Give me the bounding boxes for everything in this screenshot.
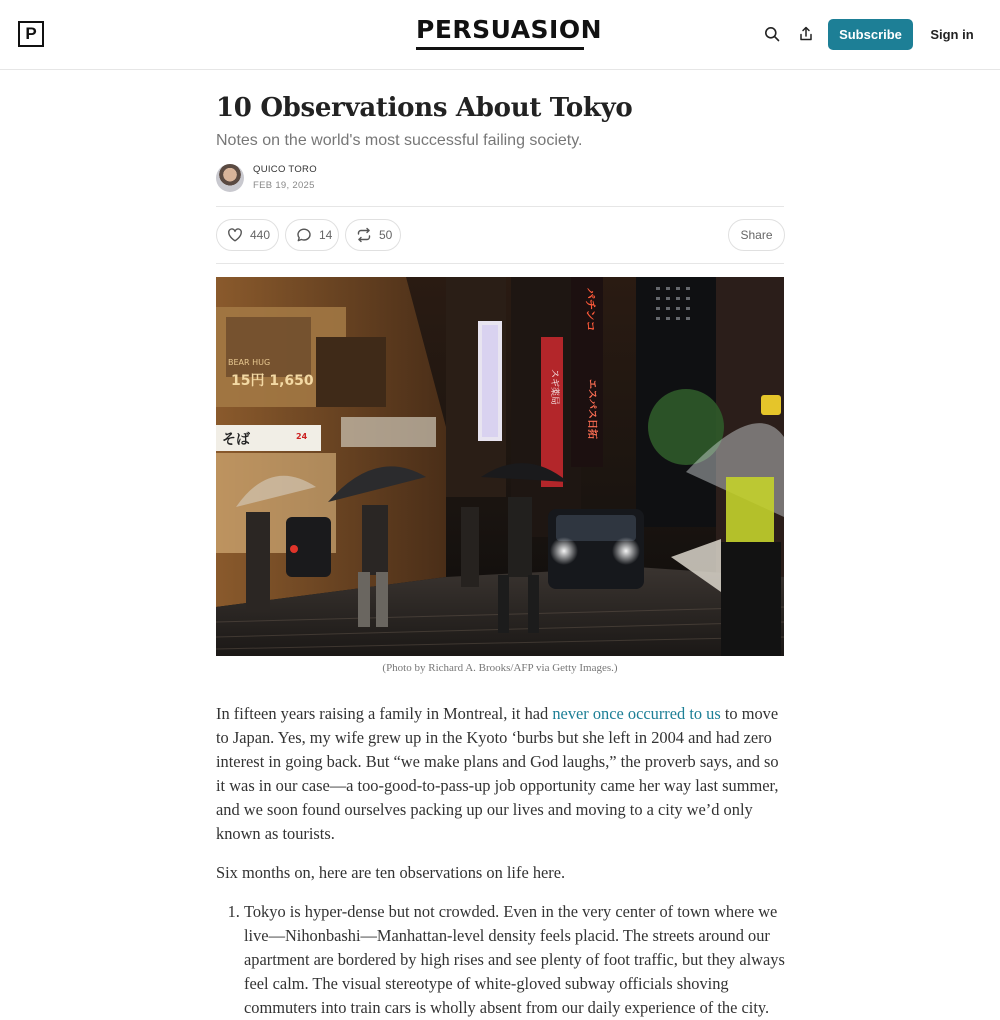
body-paragraph: Six months on, here are ten observations on life here. (216, 863, 566, 882)
article-body (216, 702, 786, 1020)
publish-date: FEB 19, 2025 (253, 180, 315, 191)
list-item: 1. Tokyo is hyper-dense but not crowded. Even in the very center of town where we live—Nihonbashi—Manhattan-level density feels placid. The streets around our apartment are bordered by high rises and see plenty of foot traffic, but they always feel calm. The visual stereotype of white-gloved subway officials shoving commuters into train cars is wholly absent from our daily experience of the city. (244, 900, 786, 1020)
search-icon[interactable] (759, 21, 785, 47)
article-hero-photo[interactable] (216, 277, 784, 656)
sign-in-link[interactable]: Sign in (930, 27, 974, 42)
comment-icon (296, 227, 312, 243)
article-subtitle: Notes on the world's most successful failing society. (216, 132, 583, 149)
publication-wordmark[interactable]: PERSUASION (416, 14, 584, 50)
like-count: 440 (250, 228, 271, 242)
comment-button[interactable] (285, 219, 339, 251)
restack-button[interactable] (345, 219, 401, 251)
body-paragraph: In fifteen years raising a family in Montreal, it had never once occurred to us to move to Japan. Yes, my wife grew up in the Kyoto ‘burbs but she left in 2004 and had zero interest in going back. But “we make plans and God laughs,” the proverb says, and so it was in our case—a too-good-to-pass-up job opportunity came her way last summer, and we soon found ourselves packing up our lives and moving to a city we’d only known as tourists. (216, 704, 779, 843)
divider (216, 206, 784, 207)
inline-link[interactable]: never once occurred to us (552, 704, 721, 723)
photo-caption: (Photo by Richard A. Brooks/AFP via Getty Images.) (382, 662, 618, 674)
restack-icon (356, 227, 372, 243)
share-button[interactable]: Share (728, 219, 785, 251)
photo-brand-sign: BEAR HUG (228, 358, 271, 367)
publication-logo-icon[interactable]: P (18, 21, 44, 47)
share-upload-icon[interactable] (793, 21, 819, 47)
article-title: 10 Observations About Tokyo (216, 93, 633, 123)
subscribe-button[interactable]: Subscribe (828, 19, 913, 50)
divider (216, 263, 784, 264)
photo-vertical-sign-1: パチンコ (584, 288, 597, 332)
like-button[interactable] (216, 219, 279, 251)
photo-hours-sign: 24 (296, 432, 308, 441)
top-navigation-bar (0, 0, 1000, 70)
photo-soba-sign: そば (222, 432, 250, 448)
observations-list (216, 900, 786, 1020)
author-avatar[interactable] (216, 164, 244, 192)
photo-shop-sign: 15円 1,650 (231, 373, 314, 389)
comment-count: 14 (319, 228, 333, 242)
heart-icon (227, 227, 243, 243)
author-name[interactable]: QUICO TORO (253, 164, 317, 175)
photo-vertical-sign-2: エスパス日拓 (586, 379, 597, 439)
photo-vertical-sign-3: スギ薬局 (549, 369, 559, 406)
restack-count: 50 (379, 228, 393, 242)
